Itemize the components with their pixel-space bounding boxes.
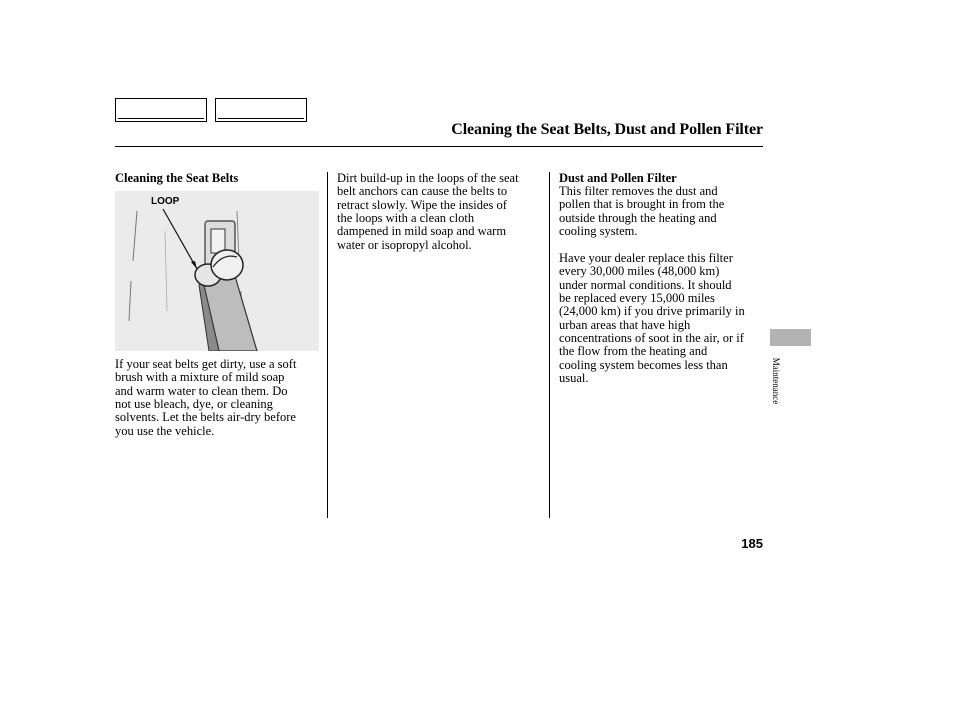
section-heading-dust-pollen-filter: Dust and Pollen Filter — [559, 171, 677, 185]
next-page-button[interactable] — [215, 98, 307, 122]
filter-description-paragraph: This filter removes the dust and pollen that is brought in from the outside through the heating and cooling system. — [559, 184, 725, 239]
previous-page-button[interactable] — [115, 98, 207, 122]
loop-callout-label: LOOP — [151, 196, 180, 207]
seat-belt-drawing — [115, 191, 319, 351]
filter-replacement-paragraph: Have your dealer replace this filter every 30,000 miles (48,000 km) under normal conditions. It should be replaced every 15,000 miles (24,000 km) if you drive primarily in urban areas that have high concentrations of soot in the air, or if the flow from the heating and cooling system becomes less than usual. — [559, 251, 745, 386]
seat-belts-paragraph: If your seat belts get dirty, use a soft brush with a mixture of mild soap and warm water to clean them. Do not use bleach, dye, or cleaning solvents. Let the belts air-dry before you use the vehicle. — [115, 357, 297, 438]
title-divider — [115, 146, 763, 147]
seat-belt-loop-illustration — [115, 191, 319, 351]
column-divider — [327, 172, 328, 518]
section-tab-label: Maintenance — [771, 357, 781, 405]
page-number: 185 — [741, 536, 763, 551]
column-divider — [549, 172, 550, 518]
section-heading-seat-belts: Cleaning the Seat Belts — [115, 171, 239, 185]
section-tab[interactable] — [770, 329, 811, 346]
page-title: Cleaning the Seat Belts, Dust and Pollen Filter — [451, 121, 763, 138]
belt-loops-paragraph: Dirt build-up in the loops of the seat belt anchors can cause the belts to retract slowly. Wipe the insides of the loops with a clean cloth dampened in mild soap and warm water or isopropyl alcohol. — [337, 171, 519, 252]
